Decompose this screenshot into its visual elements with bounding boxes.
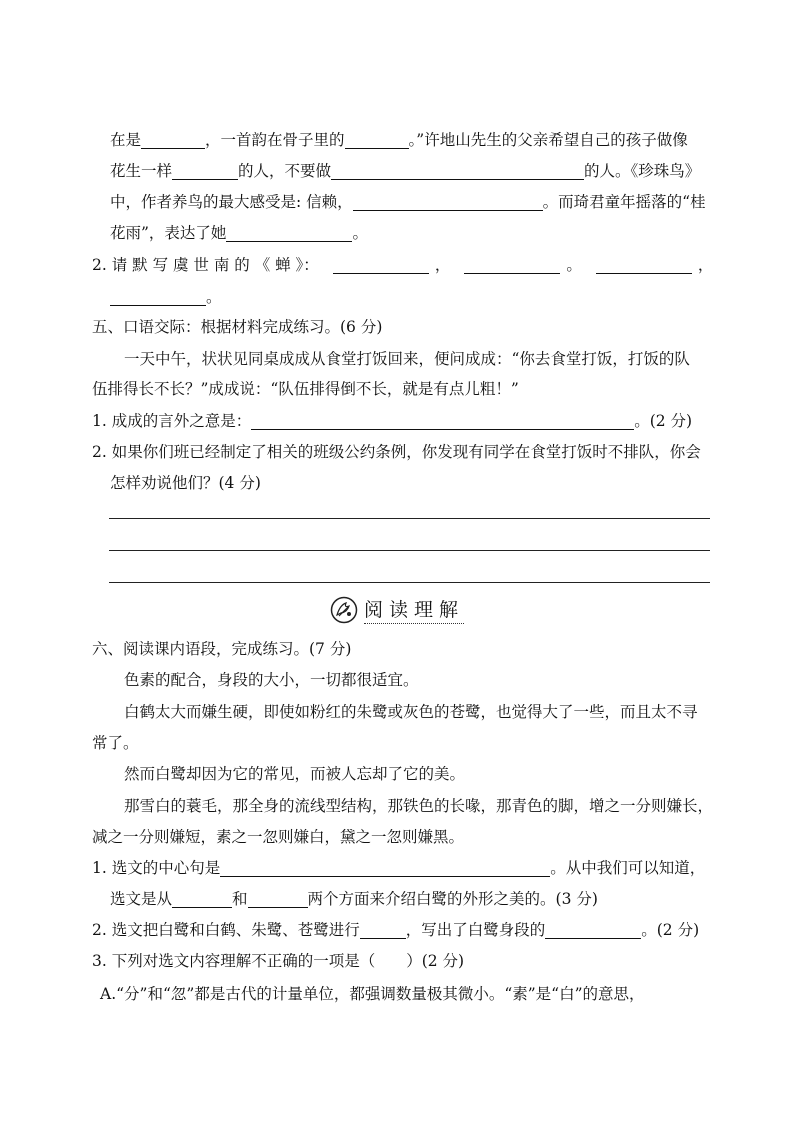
text-segment: 中，作者养鸟的最大感受是: 信赖， (110, 193, 353, 211)
answer-blank[interactable] (353, 192, 543, 211)
punctuation: ， (434, 256, 451, 274)
answer-blank[interactable] (172, 889, 232, 908)
section6-title: 六、阅读课内语段，完成练习。(7 分) (92, 640, 352, 658)
text-segment: 和 (232, 890, 248, 908)
answer-blank[interactable] (360, 920, 406, 939)
answer-blank[interactable] (141, 130, 205, 149)
answer-line[interactable] (109, 550, 710, 551)
s4-q2-line2 (110, 281, 222, 313)
passage-line: 那雪白的蓑毛，那全身的流线型结构，那铁色的长喙，那青色的脚，增之一分则嫌长， (124, 797, 714, 815)
answer-blank[interactable] (545, 920, 641, 939)
s5-q2-line2: 怎样劝说他们？(4 分) (110, 474, 261, 492)
s6-q1-line2 (110, 883, 598, 915)
s6-q3: 3. 下列对选文内容理解不正确的一项是（ ）(2 分) (92, 952, 465, 970)
section5-title: 五、口语交际：根据材料完成练习。(6 分) (92, 318, 383, 336)
s6-q3-option-a[interactable]: A.“分”和“忽”都是古代的计量单位，都强调数量极其微小。“素”是“白”的意思， (100, 985, 645, 1003)
s4-q1-line2 (110, 155, 700, 187)
passage-line: 然而白鹭却因为它的常见，而被人忘却了它的美。 (124, 765, 466, 783)
question-text: 2. 请 默 写 虞 世 南 的 《 蝉 》： (92, 256, 319, 274)
answer-blank[interactable] (345, 130, 409, 149)
s4-q2-line1 (92, 249, 713, 281)
text-segment: 花生一样 (110, 162, 173, 180)
punctuation: 。 (566, 256, 582, 274)
text-segment: 花雨”，表达了她 (110, 224, 227, 242)
s6-q1-line1 (92, 852, 705, 884)
text-segment: 的人，不要做 (238, 162, 332, 180)
text-segment: 。从中我们可以知道， (550, 859, 706, 877)
question-text: 1. 选文的中心句是 (92, 859, 221, 877)
s4-q1-line4 (110, 217, 368, 249)
text-segment: 。 (352, 224, 368, 242)
text-segment: 。而琦君童年摇落的“桂 (542, 193, 706, 211)
text-segment: ，一首韵在骨子里的 (205, 131, 345, 149)
answer-blank[interactable] (172, 161, 238, 180)
answer-blank[interactable] (220, 858, 550, 877)
reading-icon (330, 596, 358, 624)
s6-q2 (92, 914, 699, 946)
question-text: 2. 选文把白鹭和白鹤、朱鹭、苍鹭进行 (92, 921, 360, 939)
answer-blank[interactable] (226, 223, 352, 242)
material-line: 伍排得长不长？”成成说：“队伍排得倒不长，就是有点儿粗！” (92, 380, 519, 398)
punctuation: 。 (206, 288, 222, 306)
answer-blank[interactable] (248, 889, 308, 908)
text-segment: 在是 (110, 131, 142, 149)
question-text: 1. 成成的言外之意是： (92, 412, 252, 430)
passage-line: 色素的配合，身段的大小，一切都很适宜。 (124, 671, 419, 689)
score-text: 。(2 分) (634, 412, 693, 430)
banner-title: 阅读理解 (364, 597, 464, 624)
section-banner (330, 594, 464, 626)
text-segment: 两个方面来介绍白鹭的外形之美的。(3 分) (307, 890, 598, 908)
answer-line[interactable] (109, 582, 710, 583)
passage-line: 常了。 (92, 734, 139, 752)
answer-blank[interactable] (333, 255, 429, 274)
answer-blank[interactable] (110, 287, 206, 306)
text-segment: 选文是从 (110, 890, 173, 908)
passage-line: 减之一分则嫌短，素之一忽则嫌白，黛之一忽则嫌黑。 (92, 828, 465, 846)
answer-blank[interactable] (331, 161, 584, 180)
s5-q2-line1: 2. 如果你们班已经制定了相关的班级公约条例，你发现有同学在食堂打饭时不排队，你会 (92, 443, 701, 461)
text-segment: 。”许地山先生的父亲希望自己的孩子做像 (408, 131, 688, 149)
s5-q1 (92, 405, 692, 437)
answer-blank[interactable] (251, 411, 634, 430)
s4-q1-line1 (110, 124, 688, 156)
score-text: 。(2 分) (641, 921, 700, 939)
text-segment: 的人。《珍珠鸟》 (584, 162, 701, 180)
text-segment: ，写出了白鹭身段的 (405, 921, 546, 939)
s4-q1-line3 (110, 186, 706, 218)
answer-blank[interactable] (596, 255, 692, 274)
answer-line[interactable] (109, 518, 710, 519)
passage-line: 白鹤太大而嫌生硬，即使如粉红的朱鹭或灰色的苍鹭，也觉得大了一些，而且太不寻 (124, 703, 698, 721)
punctuation: ， (697, 256, 714, 274)
answer-blank[interactable] (464, 255, 560, 274)
material-line: 一天中午，状状见同桌成成从食堂打饭回来，便问成成：“你去食堂打饭，打饭的队 (124, 350, 690, 368)
